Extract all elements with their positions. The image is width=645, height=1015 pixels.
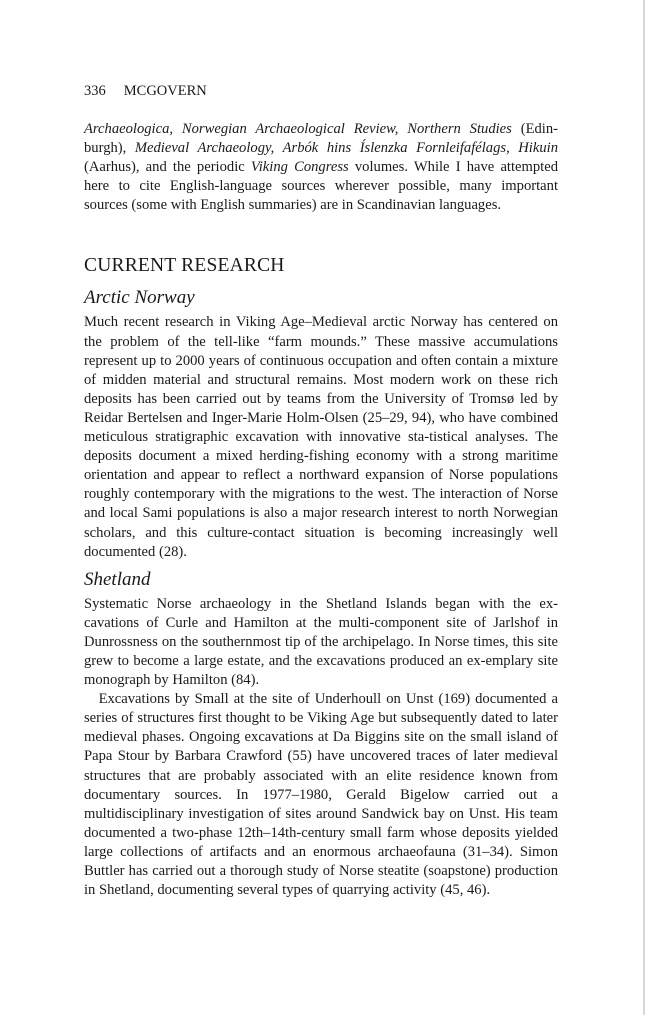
intro-text-2: (Aarhus), and the periodic <box>84 159 251 176</box>
journal-titles-1: Archaeologica, Norwegian Archaeological Review, Northern Studies <box>84 121 512 137</box>
shetland-paragraph-1: Systematic Norse archaeology in the Shetland Islands began with the ex-cavations of Curle and Hamilton at the multi-component site of Jarlshof in Dunrossness on the southernmost tip of the archipelago. In Norse times, this site grew to become a large estate, and the excavations produced an ex-emplary site monograph by Hamilton (84). <box>84 595 558 689</box>
subsection-heading-arctic-norway: Arctic Norway <box>84 287 195 309</box>
journal-titles-2: Medieval Archaeology, Arbók hins Íslenzka Fornleifafélags, Hikuin <box>134 140 558 157</box>
running-head-author: MCGOVERN <box>123 83 207 99</box>
subsection-heading-shetland: Shetland <box>84 568 151 590</box>
book-page <box>84 82 558 900</box>
intro-paragraph <box>84 120 558 215</box>
section-heading-current-research: CURRENT RESEARCH <box>84 255 285 277</box>
intro-text-1: (Edin-burgh), <box>84 121 558 157</box>
arctic-norway-paragraph: Much recent research in Viking Age–Medieval arctic Norway has centered on the problem of the tell-like “farm mounds.” These massive accumulations represent up to 2000 years of continuous occupation and often contain a mixture of midden material and structural remains. Most modern work on these rich deposits has been carried out by teams from the University of Tromsø led by Reidar Bertelsen and Inger-Marie Holm-Olsen (25–29, 94), who have combined meticulous stratigraphic excavation with innovative sta-tistical analyses. The deposits document a mixed herding-fishing economy with a strong maritime orientation and appear to reflect a northward expansion of Norse populations roughly contemporary with the migrations to the west. The interaction of Norse and local Sami populations is also a major research interest to north Norwegian scholars, and this culture-contact situation is becoming increasingly well documented (28). <box>84 314 558 560</box>
shetland-paragraph-2: Excavations by Small at the site of Underhoull on Unst (169) documented a series of structures first thought to be Viking Age but subsequently dated to later medieval phases. Ongoing excavations at Da Biggins site on the small island of Papa Stour by Barbara Crawford (55) have uncovered traces of later medieval structures that are probably associated with an elite residence known from documentary sources. In 1977–1980, Gerald Bigelow carried out a multidisciplinary investigation of sites around Sandwick bay on Unst. His team documented a two-phase 12th–14th-century small farm whose deposits yielded large collections of artifacts and an enormous archaeofauna (31–34). Simon Buttler has carried out a thorough study of Norse steatite (soapstone) production in Shetland, documenting several types of quarrying activity (45, 46). <box>84 691 558 899</box>
page-number: 336 <box>84 83 106 99</box>
running-head <box>84 82 558 100</box>
intro-text-3: volumes. While I have attempted here to cite English-language sources wherever possible, many important sources (some with English summaries) are in Scandinavian languages. <box>84 159 558 214</box>
journal-titles-3: Viking Congress <box>250 159 349 176</box>
